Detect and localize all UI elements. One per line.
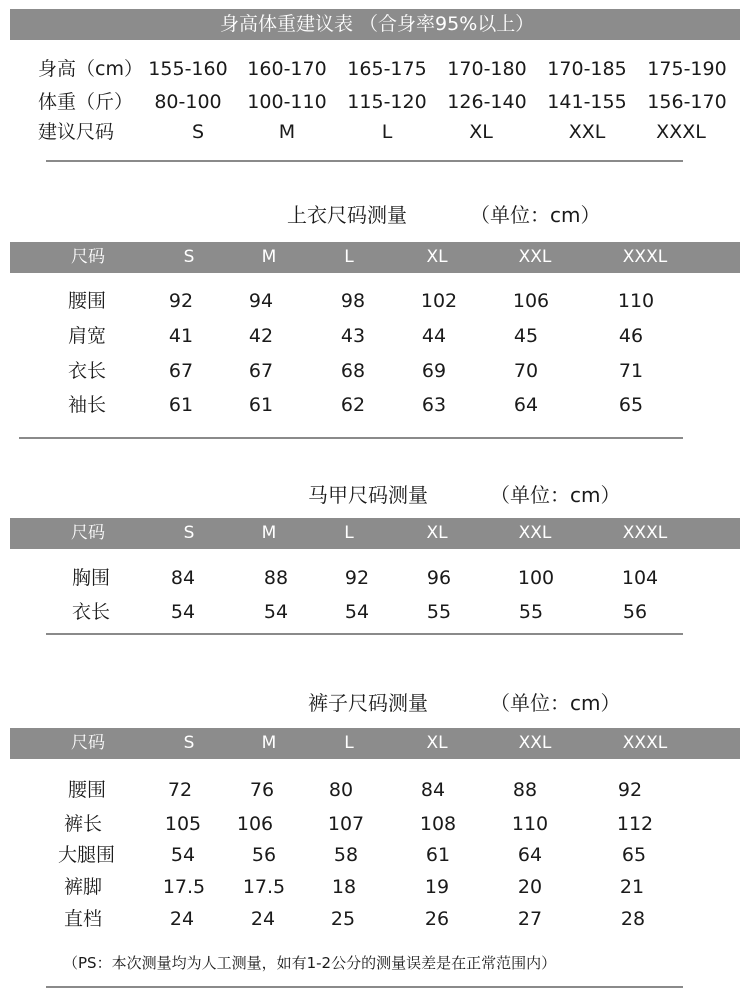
row-value: 72	[167, 779, 193, 801]
row-value: 115-120	[347, 91, 427, 113]
row-value: 54	[344, 601, 370, 623]
row-value: 170-185	[547, 58, 627, 80]
header-cell: XXXL	[622, 523, 668, 543]
row-value: 56	[251, 844, 277, 866]
row-value: 61	[248, 394, 274, 416]
tops-unit: （单位：cm）	[470, 203, 601, 227]
row-value: 156-170	[647, 91, 727, 113]
row-value: 126-140	[447, 91, 527, 113]
row-value: 106	[512, 290, 550, 312]
row-value: 104	[621, 567, 659, 589]
header-cell: XXL	[518, 247, 552, 267]
divider	[19, 437, 683, 439]
row-value: 68	[340, 360, 366, 382]
measurement-note: （PS：本次测量均为人工测量，如有1-2公分的测量误差是在正常范围内）	[63, 954, 557, 972]
row-label: 肩宽	[68, 325, 107, 347]
divider	[46, 986, 683, 988]
row-value: 67	[168, 360, 194, 382]
row-value: 24	[169, 908, 195, 930]
row-value: 44	[421, 325, 447, 347]
row-value: 100-110	[247, 91, 327, 113]
divider	[46, 160, 683, 162]
row-value: 76	[249, 779, 275, 801]
row-value: XXXL	[656, 121, 706, 143]
row-value: 170-180	[447, 58, 527, 80]
row-value: 20	[517, 876, 543, 898]
row-value: 107	[327, 813, 365, 835]
row-value: 92	[617, 779, 643, 801]
row-value: 56	[622, 601, 648, 623]
header-cell: S	[183, 247, 195, 267]
divider	[46, 633, 683, 635]
row-value: 67	[248, 360, 274, 382]
row-value: L	[381, 121, 393, 143]
row-value: 25	[330, 908, 356, 930]
row-value: 45	[513, 325, 539, 347]
row-value: 43	[340, 325, 366, 347]
header-cell: 尺码	[71, 247, 105, 267]
header-cell: L	[344, 733, 354, 753]
row-value: 28	[620, 908, 646, 930]
row-label: 裤脚	[64, 876, 103, 898]
row-value: 58	[333, 844, 359, 866]
row-value: 80	[328, 779, 354, 801]
header-cell: XXL	[518, 733, 552, 753]
row-value: 165-175	[347, 58, 427, 80]
row-value: 108	[419, 813, 457, 835]
vest-title: 马甲尺码测量	[308, 483, 428, 507]
row-value: XL	[469, 121, 493, 143]
header-cell: M	[261, 247, 277, 267]
row-value: 18	[331, 876, 357, 898]
row-label: 腰围	[68, 290, 107, 312]
row-value: 69	[421, 360, 447, 382]
row-label: 衣长	[68, 360, 107, 382]
header-cell: S	[183, 733, 195, 753]
row-value: 54	[170, 844, 196, 866]
row-value: 80-100	[154, 91, 222, 113]
row-value: 24	[250, 908, 276, 930]
vest-unit: （单位：cm）	[490, 483, 621, 507]
row-value: 17.5	[162, 876, 206, 898]
row-label: 袖长	[68, 394, 107, 416]
row-value: 54	[263, 601, 289, 623]
row-value: 175-190	[647, 58, 727, 80]
row-value: 92	[344, 567, 370, 589]
row-label: 胸围	[72, 567, 111, 589]
row-value: 17.5	[242, 876, 286, 898]
row-value: 105	[164, 813, 202, 835]
row-value: 84	[420, 779, 446, 801]
row-label: 身高（cm）	[38, 58, 143, 80]
header-cell: M	[261, 733, 277, 753]
row-value: 94	[248, 290, 274, 312]
row-value: 26	[424, 908, 450, 930]
row-value: 88	[512, 779, 538, 801]
row-value: 92	[168, 290, 194, 312]
row-value: 64	[513, 394, 539, 416]
row-label: 体重（斤）	[38, 91, 134, 113]
row-value: 27	[517, 908, 543, 930]
row-label: 腰围	[68, 779, 107, 801]
row-value: XXL	[568, 121, 606, 143]
header-cell: XXXL	[622, 733, 668, 753]
pants-header-bar	[10, 728, 740, 759]
pants-title: 裤子尺码测量	[308, 691, 428, 715]
row-value: 84	[170, 567, 196, 589]
header-cell: S	[183, 523, 195, 543]
row-value: 55	[426, 601, 452, 623]
row-value: 106	[236, 813, 274, 835]
row-value: 102	[420, 290, 458, 312]
row-value: 64	[517, 844, 543, 866]
header-cell: 尺码	[71, 733, 105, 753]
row-value: 65	[621, 844, 647, 866]
row-label: 裤长	[64, 813, 103, 835]
advice-title-bar	[10, 9, 740, 40]
header-cell: XXL	[518, 523, 552, 543]
header-cell: XL	[426, 523, 448, 543]
row-value: 54	[170, 601, 196, 623]
row-value: 65	[618, 394, 644, 416]
row-label: 直档	[64, 908, 103, 930]
row-value: 110	[617, 290, 655, 312]
row-value: 70	[513, 360, 539, 382]
tops-header-bar	[10, 242, 740, 273]
header-cell: M	[261, 523, 277, 543]
row-value: 41	[168, 325, 194, 347]
row-value: 98	[340, 290, 366, 312]
row-value: 155-160	[148, 58, 228, 80]
row-value: 55	[518, 601, 544, 623]
row-value: S	[191, 121, 205, 143]
row-label: 建议尺码	[38, 121, 115, 143]
row-value: 112	[616, 813, 654, 835]
row-value: 62	[340, 394, 366, 416]
advice-title: 身高体重建议表 （合身率95%以上）	[220, 13, 535, 35]
vest-header-bar	[10, 518, 740, 549]
tops-title: 上衣尺码测量	[287, 203, 407, 227]
header-cell: XL	[426, 247, 448, 267]
header-cell: 尺码	[71, 523, 105, 543]
row-value: 88	[263, 567, 289, 589]
row-value: M	[278, 121, 296, 143]
pants-unit: （单位：cm）	[490, 691, 621, 715]
row-value: 42	[248, 325, 274, 347]
row-value: 19	[424, 876, 450, 898]
row-label: 衣长	[72, 601, 111, 623]
row-value: 61	[168, 394, 194, 416]
row-value: 160-170	[247, 58, 327, 80]
row-value: 71	[618, 360, 644, 382]
row-value: 61	[425, 844, 451, 866]
header-cell: L	[344, 247, 354, 267]
header-cell: XL	[426, 733, 448, 753]
row-value: 21	[619, 876, 645, 898]
header-cell: XXXL	[622, 247, 668, 267]
row-value: 46	[618, 325, 644, 347]
row-value: 63	[421, 394, 447, 416]
row-value: 100	[517, 567, 555, 589]
row-value: 96	[426, 567, 452, 589]
row-value: 110	[511, 813, 549, 835]
row-value: 141-155	[547, 91, 627, 113]
header-cell: L	[344, 523, 354, 543]
row-label: 大腿围	[58, 844, 116, 866]
